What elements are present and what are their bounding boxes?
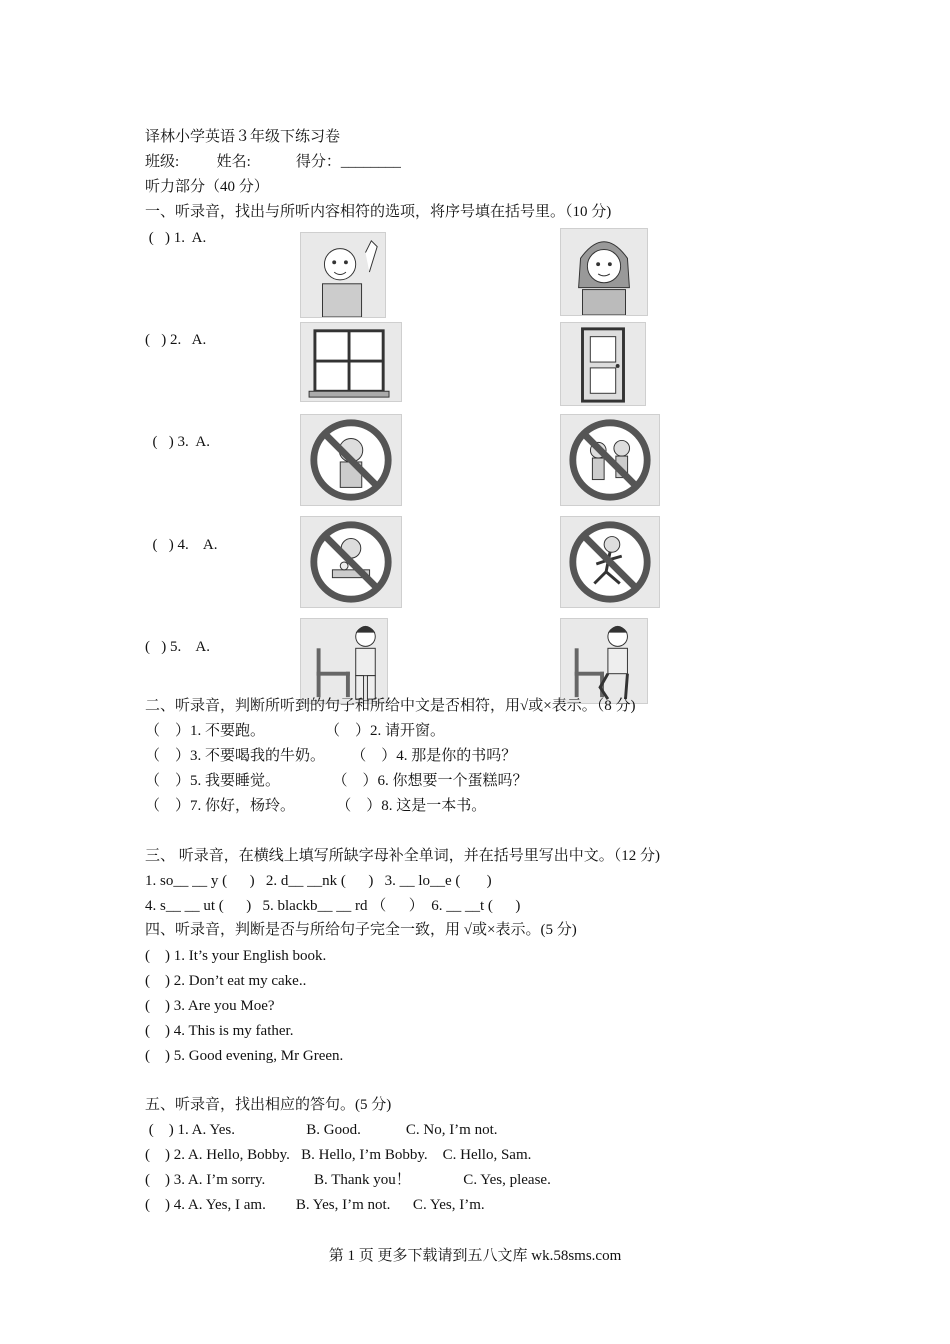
judge-row: （ ）3. 不要喝我的牛奶。 （ ）4. 那是你的书吗？ <box>145 748 517 764</box>
door-picture <box>560 322 646 406</box>
judge-row: （ ）5. 我要睡觉。 （ ）6. 你想要一个蛋糕吗？ <box>145 773 528 789</box>
sentence-row: ( ) 1. It’s your English book. <box>145 948 327 964</box>
answer-row: ( ) 4. A. Yes, I am. B. Yes, I’m not. C. Yes, I’m. <box>145 1197 485 1213</box>
section1-heading: 一、听录音，找出与所听内容相符的选项，将序号填在括号里。（10 分) <box>145 204 612 220</box>
sentence-row: ( ) 5. Good evening, Mr Green. <box>145 1048 344 1064</box>
man-waving-picture <box>300 232 386 318</box>
woman-picture <box>560 228 648 316</box>
fill-word-row: 4. s__ __ ut ( ) 5. blackb__ __ rd （ ） 6. __ __t ( ) <box>145 898 521 914</box>
answer-row: ( ) 1. A. Yes. B. Good. C. No, I’m not. <box>145 1122 498 1138</box>
window-picture <box>300 322 402 402</box>
judge-row: （ ）7. 你好，杨玲。 （ ）8. 这是一本书。 <box>145 798 487 814</box>
sentence-row: ( ) 3. Are you Moe? <box>145 998 275 1014</box>
section3-heading: 三、 听录音，在横线上填写所缺字母补全单词，并在括号里写出中文。（12 分) <box>145 848 660 864</box>
girl-sitting-down-picture <box>300 618 388 704</box>
no-noise-sign-picture <box>300 414 402 506</box>
page-footer: 第 1 页 更多下载请到五八文库 wk.58sms.com <box>328 1248 622 1264</box>
question-label: ( ) 4. A. <box>145 537 218 553</box>
question-label: ( ) 3. A. <box>145 434 210 450</box>
section5-heading: 五、听录音，找出相应的答句。(5 分) <box>145 1097 392 1113</box>
no-playing-sign-picture <box>560 414 660 506</box>
answer-row: ( ) 3. A. I’m sorry. B. Thank you！ C. Yes, please. <box>145 1172 551 1188</box>
listening-part-heading: 听力部分（40 分） <box>145 179 269 195</box>
sentence-row: ( ) 4. This is my father. <box>145 1023 294 1039</box>
student-info-line: 班级: 姓名: 得分：________ <box>145 154 401 170</box>
judge-row: （ ）1. 不要跑。 （ ）2. 请开窗。 <box>145 723 446 739</box>
sentence-row: ( ) 2. Don’t eat my cake.. <box>145 973 307 989</box>
answer-row: ( ) 2. A. Hello, Bobby. B. Hello, I’m Bobby. C. Hello, Sam. <box>145 1147 532 1163</box>
section4-heading: 四、听录音，判断是否与所给句子完全一致，用 √或×表示。(5 分) <box>145 922 577 938</box>
fill-word-row: 1. so__ __ y ( ) 2. d__ __nk ( ) 3. __ lo__e ( ) <box>145 873 492 889</box>
worksheet-title: 译林小学英语３年级下练习卷 <box>145 129 341 145</box>
question-label: ( ) 5. A. <box>145 639 210 655</box>
girl-standing-up-picture <box>560 618 648 704</box>
question-label: ( ) 1. A. <box>145 230 207 246</box>
question-label: ( ) 2. A. <box>145 332 207 348</box>
no-eating-sign-picture <box>300 516 402 608</box>
section2-heading: 二、听录音，判断所听到的句子和所给中文是否相符，用√或×表示。（8 分) <box>145 698 636 714</box>
no-running-sign-picture <box>560 516 660 608</box>
